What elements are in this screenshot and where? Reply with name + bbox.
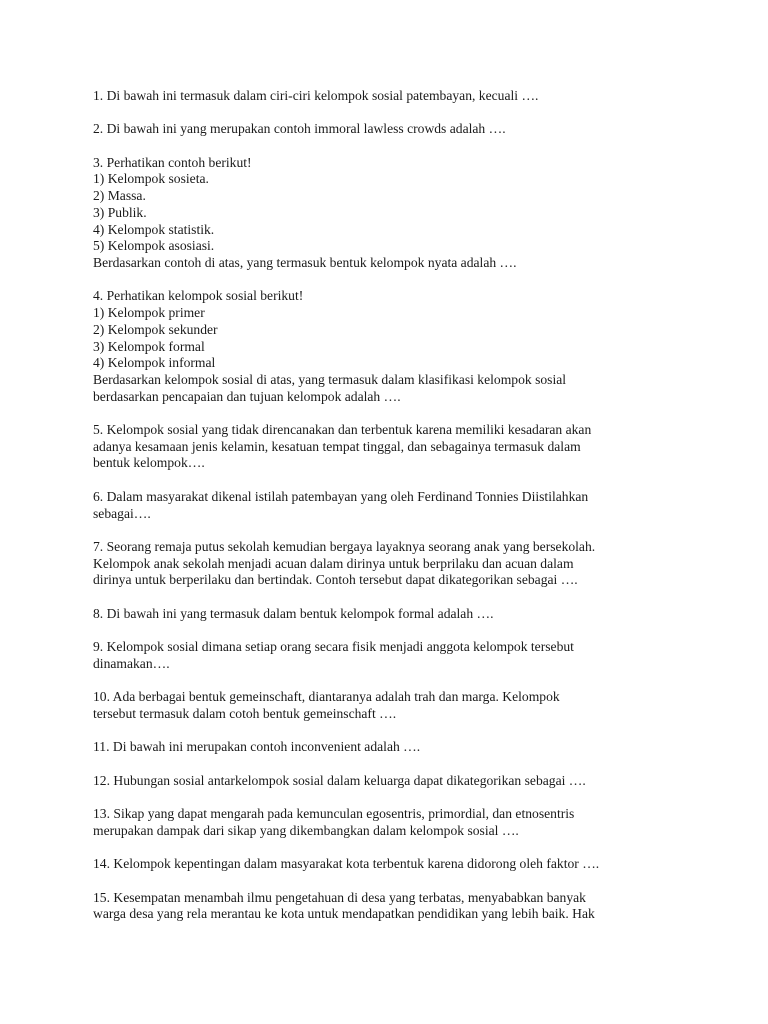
- question-4: [93, 288, 693, 405]
- question-3-line-4: 3) Publik.: [93, 204, 147, 220]
- question-7-line-1: 7. Seorang remaja putus sekolah kemudian bergaya layaknya seorang anak yang bersekolah.: [93, 538, 596, 554]
- question-10-line-2: tersebut termasuk dalam cotoh bentuk gemeinschaft ….: [93, 705, 397, 721]
- question-8-line-1: 8. Di bawah ini yang termasuk dalam bentuk kelompok formal adalah ….: [93, 605, 494, 621]
- question-10-line-1: 10. Ada berbagai bentuk gemeinschaft, diantaranya adalah trah dan marga. Kelompok: [93, 689, 560, 705]
- question-4-line-4: 3) Kelompok formal: [93, 338, 205, 354]
- question-13: [93, 806, 693, 839]
- question-3-line-1: 3. Perhatikan contoh berikut!: [93, 154, 252, 170]
- question-3-line-2: 1) Kelompok sosieta.: [93, 171, 209, 187]
- question-6: [93, 489, 693, 522]
- question-5: [93, 422, 693, 472]
- question-5-line-1: 5. Kelompok sosial yang tidak direncanakan dan terbentuk karena memiliki kesadaran akan: [93, 422, 592, 437]
- question-9-line-2: dinamakan….: [93, 655, 170, 671]
- question-3-line-5: 4) Kelompok statistik.: [93, 221, 215, 237]
- question-7: [93, 539, 693, 589]
- question-4-line-3: 2) Kelompok sekunder: [93, 321, 218, 337]
- question-11: [93, 739, 693, 756]
- question-14-line-1: 14. Kelompok kepentingan dalam masyarakat kota terbentuk karena didorong oleh faktor ….: [93, 856, 600, 872]
- question-13-line-1: 13. Sikap yang dapat mengarah pada kemunculan egosentris, primordial, dan etnosentris: [93, 806, 575, 822]
- question-7-line-3: dirinya untuk berperilaku dan bertindak. Contoh tersebut dapat dikategorikan sebagai ….: [93, 572, 578, 588]
- question-4-line-6: Berdasarkan kelompok sosial di atas, yang termasuk dalam klasifikasi kelompok sosial: [93, 371, 567, 387]
- question-3-line-6: 5) Kelompok asosiasi.: [93, 238, 215, 254]
- question-5-line-3: bentuk kelompok….: [93, 455, 205, 471]
- question-11-line-1: 11. Di bawah ini merupakan contoh inconvenient adalah ….: [93, 739, 421, 755]
- question-4-line-2: 1) Kelompok primer: [93, 305, 205, 321]
- question-8: [93, 606, 693, 623]
- question-1: [93, 88, 693, 105]
- question-15-line-2: warga desa yang rela merantau ke kota untuk mendapatkan pendidikan yang lebih baik. Hak: [93, 906, 595, 922]
- question-3-line-3: 2) Massa.: [93, 188, 146, 204]
- question-15: [93, 890, 693, 923]
- question-9-line-1: 9. Kelompok sosial dimana setiap orang secara fisik menjadi anggota kelompok tersebut: [93, 639, 574, 655]
- question-13-line-2: merupakan dampak dari sikap yang dikembangkan dalam kelompok sosial ….: [93, 822, 519, 838]
- question-4-line-5: 4) Kelompok informal: [93, 355, 216, 371]
- question-7-line-2: Kelompok anak sekolah menjadi acuan dalam dirinya untuk berprilaku dan acuan dalam: [93, 555, 574, 571]
- question-2-line-1: 2. Di bawah ini yang merupakan contoh immoral lawless crowds adalah ….: [93, 121, 506, 137]
- question-4-line-1: 4. Perhatikan kelompok sosial berikut!: [93, 288, 304, 304]
- question-6-line-2: sebagai….: [93, 505, 151, 521]
- question-3: [93, 155, 693, 272]
- question-5-line-2: adanya kesamaan jenis kelamin, kesatuan tempat tinggal, dan sebagainya termasuk dalam: [93, 438, 581, 454]
- question-list: [93, 88, 693, 940]
- question-4-line-7: berdasarkan pencapaian dan tujuan kelompok adalah ….: [93, 388, 401, 404]
- question-6-line-1: 6. Dalam masyarakat dikenal istilah patembayan yang oleh Ferdinand Tonnies Diistilahkan: [93, 488, 589, 504]
- question-15-line-1: 15. Kesempatan menambah ilmu pengetahuan di desa yang terbatas, menyababkan banyak: [93, 889, 586, 905]
- question-12: [93, 773, 693, 790]
- question-3-line-7: Berdasarkan contoh di atas, yang termasuk bentuk kelompok nyata adalah ….: [93, 255, 517, 270]
- question-2: [93, 121, 693, 138]
- question-9: [93, 639, 693, 672]
- question-14: [93, 856, 693, 873]
- question-10: [93, 689, 693, 722]
- question-1-line-1: 1. Di bawah ini termasuk dalam ciri-ciri kelompok sosial patembayan, kecuali ….: [93, 88, 539, 103]
- question-12-line-1: 12. Hubungan sosial antarkelompok sosial dalam keluarga dapat dikategorikan sebagai ….: [93, 772, 586, 788]
